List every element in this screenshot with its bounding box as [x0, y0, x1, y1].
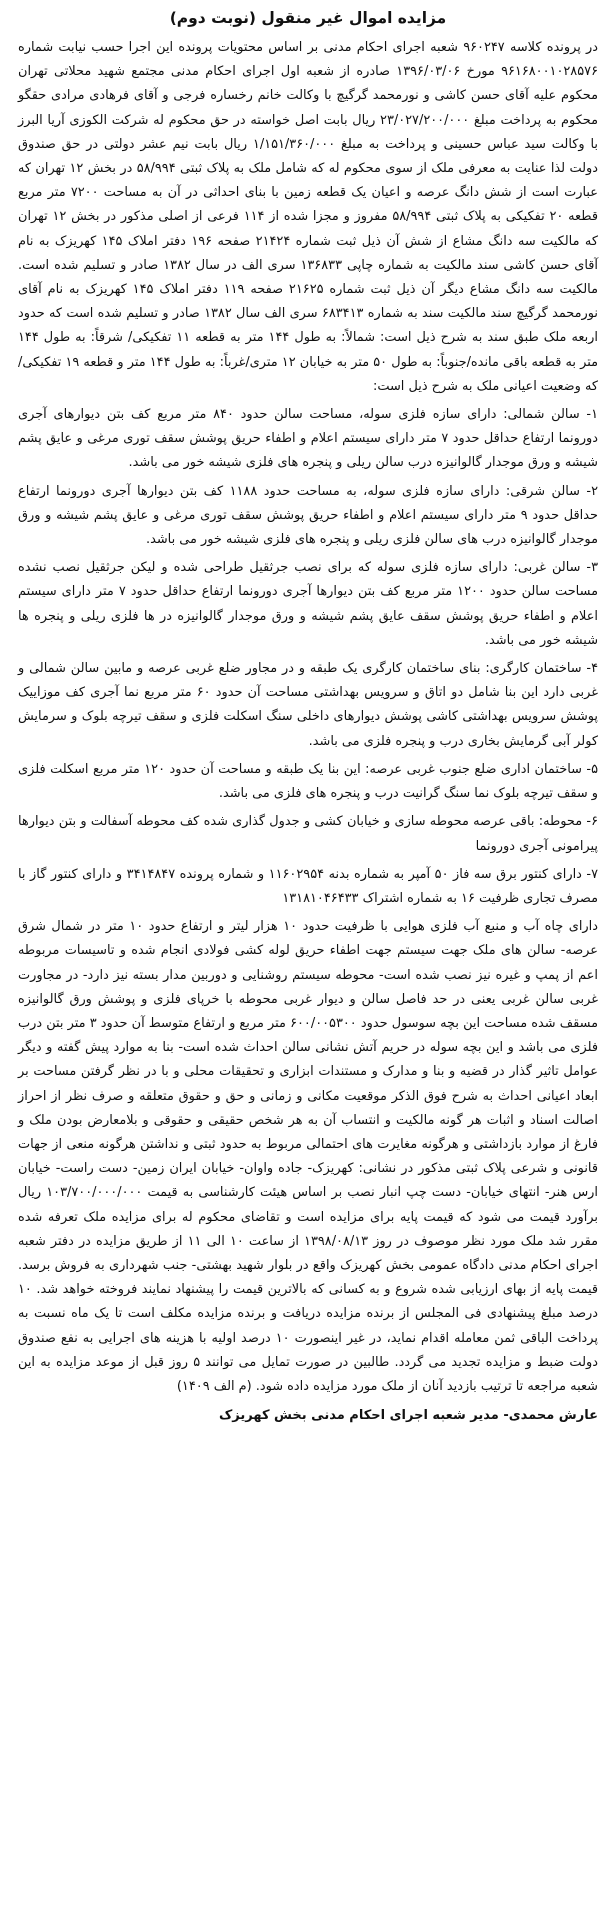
notice-paragraph-meters: ۷- دارای کنتور برق سه فاز ۵۰ آمپر به شماره بدنه ۱۱۶۰۲۹۵۴ و شماره پرونده ۳۴۱۴۸۴۷ و دارای کنتور گاز با مصرف تجاری ظرفیت ۱۶ به شماره اشتراک ۱۳۱۸۱۰۴۶۴۳۳: [18, 866, 599, 906]
notice-signature: عارش محمدی- مدیر شعبه اجرای احکام مدنی بخش کهریزک: [219, 1408, 598, 1424]
notice-paragraph-west-hall: ۳- سالن غربی: دارای سازه فلزی سوله که برای نصب جرثقیل طراحی شده و لیکن جرثقیل نصب نشده مساحت سالن حدود ۱۲۰۰ متر مربع کف بتن دیوارها آجری دورونما ارتفاع حداقل حدود ۷ متر دارای سیستم اعلام و اطفاء حریق پوشش سقف عایق پشم شیشه و ورق موجدار گالوانیزه در ها فلزی ریلی و پنجره ها شیشه خور می باشد.: [18, 560, 598, 648]
notice-paragraph-north-hall: ۱- سالن شمالی: دارای سازه فلزی سوله، مساحت سالن حدود ۸۴۰ متر مربع کف بتن دیوارهای آجری دورونما ارتفاع حداقل حدود ۷ متر دارای سیستم اعلام و اطفاء حریق پوشش سقف توری مرغی و عایق پشم شیشه و ورق موجدار گالوانیزه درب سالن ریلی و پنجره های فلزی شیشه خور می باشد.: [18, 407, 599, 471]
notice-title: مزایده اموال غیر منقول (نوبت دوم): [169, 9, 447, 27]
notice-paragraph-yard: ۶- محوطه: باقی عرصه محوطه سازی و خیابان کشی و جدول گذاری شده کف محوطه آسفالت و بتن دیوارها پیرامونی آجری دورونما: [18, 814, 598, 854]
notice-body: [18, 36, 598, 1399]
notice-paragraph-worker-building: ۴- ساختمان کارگری: بنای ساختمان کارگری یک طبقه و در مجاور ضلع غربی عرصه و مابین سالن شمالی و غربی دارد این بنا شامل دو اتاق و سرویس بهداشتی مساحت آن حدود ۶۰ متر مربع نما آجری کف موزاییک پوشش سرویس بهداشتی کاشی پوشش دیوارهای داخلی سنگ اسکلت فلزی و سقف تیرچه بلوک و سرمایش کولر آبی گرمایش بخاری درب و پنجره فلزی می باشد.: [18, 661, 598, 749]
notice-paragraph-details: دارای چاه آب و منبع آب فلزی هوایی با ظرفیت حدود ۱۰ هزار لیتر و ارتفاع حدود ۱۰ متر در شمال شرق عرصه- سالن های ملک جهت سیستم جهت اطفاء حریق لوله کشی فولادی انجام شده و تاسیسات مربوطه اعم از پمپ و غیره نیز نصب شده است- محوطه سیستم روشنایی و دوربین مدار بسته نیز دارد- در مجاورت غربی سالن غربی یعنی در حد فاصل سالن و دیوار غربی محوطه با خرپای فلزی و پوشش ورق گالوانیزه مسقف شده مساحت این بچه سوسول حدود ۶۰۰/۰۰۵۳۰۰ متر مربع و ارتفاع متوسط آن حدود ۳ متر بتن درب فلزی می باشد و این بچه سوله در حریم آتش نشانی سالن احداث شده است- بنا به موارد پیش گفته و دیگر عوامل تاثیر گذار در قضیه و بنا و مدارک و مستندات ابزاری و تحقیقات محلی و با در نظر گرفتن مساحت بر ابعاد اعیانی احداث به شرح فوق الذکر موقعیت مکانی و زمانی و حق و حقوق متعلقه و صرف نظر از احراز اصالت اسناد و اثبات هر گونه مالکیت و انتساب آن به هر شخص حقیقی و حقوقی و بلامعارض بودن ملک و فارغ از موارد بازداشتی و هرگونه مغایرت های احتمالی مربوط به حدود ثبتی و نداشتن هرگونه منعی از جهات قانونی و شرعی پلاک ثبتی مذکور در نشانی: کهریزک- جاده واوان- خیابان ایران زمین- دست راست- خیابان ارس هنر- انتهای خیابان- دست چپ انبار نصب بر اساس هیئت کارشناسی به قیمت ۱۰۳/۷۰۰/۰۰۰/۰۰۰ ریال برآورد قیمت می شود که قیمت پایه برای مزایده است و تقاضای محکوم له برای مزایده ملک تعرفه شده مقرر شد ملک مورد نظر موصوف در روز ۱۳۹۸/۰۸/۱۳ از ساعت ۱۰ الی ۱۱ از طریق مزایده در دفتر شعبه اجرای احکام مدنی دادگاه عمومی بخش کهریزک واقع در بلوار شهید بهشتی- جنب شهرداری به فروش برسد. قیمت پایه از بهای ارزیابی شده شروع و به کسانی که بالاترین قیمت را پیشنهاد نمایند فروخته خواهد شد. ۱۰ درصد مبلغ پیشنهادی فی المجلس از برنده مزایده دریافت و برنده مزایده مکلف است تا یک ماه نسبت به پرداخت الباقی ثمن معامله اقدام نماید، در غیر اینصورت ۱۰ درصد اولیه با هزینه های اجرایی به نفع صندوق دولت ضبط و مزایده تجدید می گردد. طالبین در صورت تمایل می توانند ۵ روز قبل از موعد مزایده به این شعبه مراجعه تا ترتیب بازدید آنان از ملک مورد مزایده داده شود. (م الف ۱۴۰۹): [18, 919, 598, 1394]
notice-paragraph-east-hall: ۲- سالن شرقی: دارای سازه فلزی سوله، به مساحت حدود ۱۱۸۸ کف بتن دیوارها آجری دورونما ارتفاع حداقل حدود ۹ متر دارای سیستم اعلام و اطفاء حریق پوشش سقف توری مرغی و عایق پشم شیشه و ورق موجدار گالوانیزه درب های سالن فلزی ریلی و پنجره های فلزی شیشه خور می باشد.: [18, 483, 598, 548]
notice-paragraph-office-building: ۵- ساختمان اداری ضلع جنوب غربی عرصه: این بنا یک طبقه و مساحت آن حدود ۱۲۰ متر مربع اسکلت فلزی و سقف تیرچه بلوک نما سنگ گرانیت درب و پنجره های فلزی می باشد.: [18, 761, 598, 802]
notice-paragraph-intro: در پرونده کلاسه ۹۶۰۲۴۷ شعبه اجرای احکام مدنی بر اساس محتویات پرونده این اجرا حسب نیابت شماره ۹۶۱۶۸۰۰۱۰۲۸۵۷۶ مورخ ۱۳۹۶/۰۳/۰۶ صادره از شعبه اول اجرای احکام مدنی مجتمع شهید محلاتی تهران محکوم علیه آقای حسن کاشی و نورمحمد گرگیچ با وکالت خانم رخساره فرجی و آقای فرهادی مرادی حقگو محکوم به پرداخت مبلغ ۲۳/۰۲۷/۲۰۰/۰۰۰ ریال بابت اصل خواسته در حق محکوم له شرکت الکوزی آریا البرز با وکالت سید عباس حسینی و پرداخت به مبلغ ۱/۱۵۱/۳۶۰/۰۰۰ ریال بابت نیم عشر دولتی در حق صندوق دولت لذا عنایت به معرفی ملک از سوی محکوم له که شامل ملک به پلاک ثبتی ۵۸/۹۹۴ در بخش ۱۲ تهران که عبارت است از شش دانگ عرصه و اعیان یک قطعه زمین با بنای احداثی در آن به مساحت ۷۲۰۰ متر مربع قطعه ۲۰ تفکیکی به پلاک ثبتی ۵۸/۹۹۴ مفروز و مجزا شده از ۱۱۴ فرعی از اصلی مذکور در بخش ۱۲ تهران که مالکیت سه دانگ مشاع از شش آن ذیل ثبت شماره ۲۱۴۲۴ صفحه ۱۹۶ دفتر املاک ۱۴۵ کهریزک به نام آقای حسن کاشی سند مالکیت به شماره چاپی ۱۳۶۸۳۳ سری الف در سال ۱۳۸۲ صادر و تسلیم شده است. مالکیت سه دانگ مشاع دیگر آن ذیل ثبت شماره ۲۱۶۲۵ صفحه ۱۱۹ دفتر املاک ۱۴۵ کهریزک به نام آقای نورمحمد گرگیچ سند مالکیت سند به شماره ۶۸۳۴۱۳ سری الف سال ۱۳۸۲ صادر و تسلیم شده است که حدود اربعه ملک طبق سند به شرح ذیل است: شمالاً: به طول ۱۴۴ متر به قطعه ۱۱ تفکیکی/ شرقاً: به طول ۱۴۴ متر به قطعه باقی مانده/جنوباً: به طول ۵۰ متر به خیابان ۱۲ متری/غرباً: به طول ۱۴۴ متر و قطعه ۱۹ تفکیکی/که وضعیت اعیانی ملک به شرح ذیل است:: [18, 40, 599, 394]
